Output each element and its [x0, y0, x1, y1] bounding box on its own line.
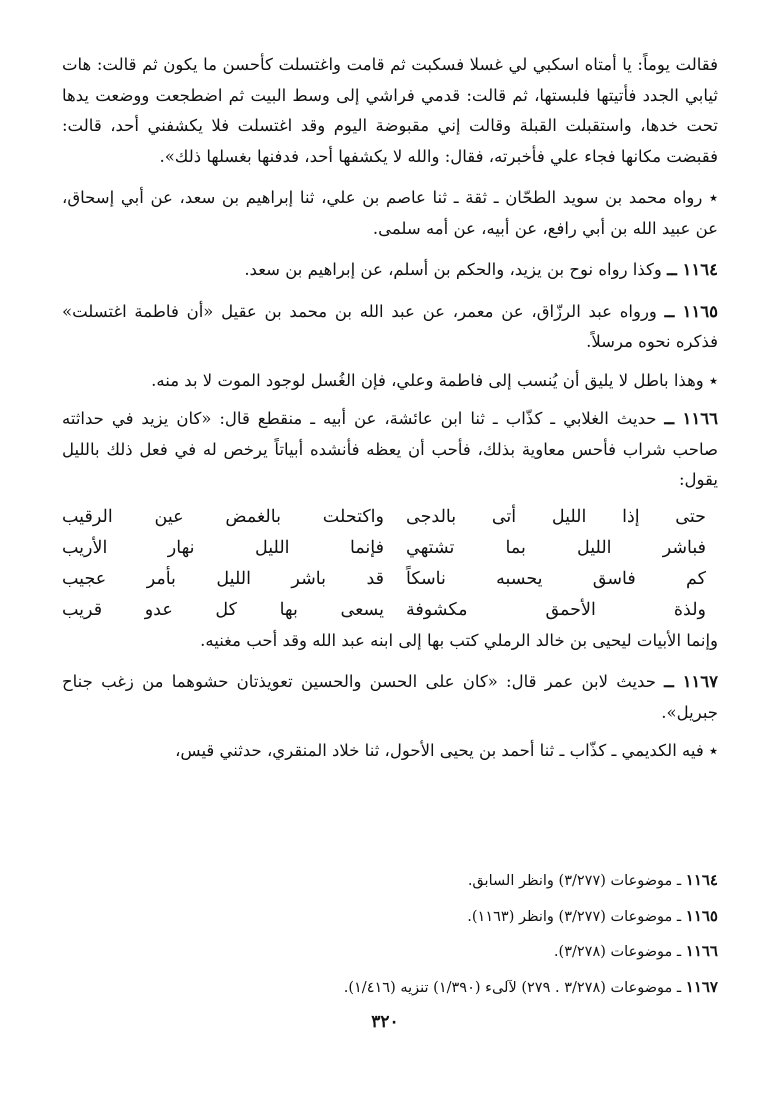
- paragraph-poem-attribution: وإنما الأبيات ليحيى بن خالد الرملي كتب بها إلى ابنه عبد الله وقد أحب مغنيه.: [200, 630, 718, 650]
- verse-second-hemistich: يسعى بها كل عدو قريب: [62, 599, 384, 620]
- paragraph-narration-chain: ٭ رواه محمد بن سويد الطحّان ـ ثقة ـ ثنا عاصم بن علي، ثنا إبراهيم بن سعد، عن أبي إسحاق، عن عبيد الله بن أبي رافع، عن أبيه، عن أمه سلمى.: [62, 188, 718, 238]
- paragraph-1164: [62, 255, 718, 286]
- footnote: [344, 863, 718, 899]
- poem-verse: [62, 564, 706, 595]
- footnote-number: ١١٦٧: [685, 977, 718, 996]
- poem-verse: [62, 502, 706, 533]
- paragraph-hadith-text: فقالت يوماً: يا أمتاه اسكبي لي غسلا فسكبت ثم قامت واغتسلت كأحسن ما يكون ثم قالت: هات ثيابي الجدد فأتيتها فلبستها، ثم قالت: قدمي فراشي إلى وسط البيت ثم اضطجعت ووضعت يدها تحت خدها، واستقبلت القبلة وقالت إني مقبوضة اليوم وقد اغتسلت فلا يكشفني أحد، قالت: فقبضت مكانها فجاء علي فأخبرته، فقال: والله لا يكشفها أحد، فدفنها بغسلها ذلك».: [62, 55, 718, 166]
- verse-second-hemistich: واكتحلت بالغمض عين الرقيب: [62, 506, 384, 527]
- entry-text: حديث الغلابي ـ كذّاب ـ ثنا ابن عائشة، عن أبيه ـ منقطع قال: «كان يزيد في حداثته صاحب شراب فأحس معاوية بذلك، فأحب أن يعظه فأنشده أبياتاً يرخص له في فعل ذلك بالليل يقول:: [62, 409, 718, 489]
- paragraph-judgement: ٭ وهذا باطل لا يليق أن يُنسب إلى فاطمة وعلي، فإن الغُسل لوجود الموت لا بد منه.: [151, 370, 718, 390]
- footnote-number: ١١٦٤: [685, 871, 718, 889]
- footnote-text: ـ موضوعات (٣/٢٧٨ . ٢٧٩) لآلىء (١/٣٩٠) تنزيه (١/٤١٦).: [343, 979, 682, 996]
- page-number: ٣٢٠: [371, 1012, 399, 1032]
- page-body: [62, 50, 718, 767]
- poem: [62, 502, 706, 626]
- footnote: [344, 970, 718, 1006]
- poem-verse: [62, 595, 706, 626]
- footnote-text: ـ موضوعات (٣/٢٧٧) وانظر (١١٦٣).: [467, 908, 682, 925]
- paragraph-narration-note: ٭ فيه الكديمي ـ كذّاب ـ ثنا أحمد بن يحيى الأحول، ثنا خلاد المنقري، حدثني قيس،: [175, 741, 718, 760]
- entry-number: ١١٦٦ ــ: [664, 409, 718, 428]
- footnote-number: ١١٦٥: [685, 906, 718, 925]
- entry-number: ١١٦٧ ــ: [664, 672, 719, 691]
- verse-first-hemistich: حتى إذا الليل أتى بالدجى: [406, 506, 706, 527]
- entry-number: ١١٦٥ ــ: [664, 301, 718, 321]
- paragraph-1165: [62, 297, 718, 358]
- footnote-text: ـ موضوعات (٣/٢٧٨).: [553, 944, 682, 960]
- paragraph-1166: [62, 404, 718, 496]
- footnote: [344, 899, 718, 935]
- verse-first-hemistich: فباشر الليل بما تشتهي: [406, 537, 706, 558]
- verse-second-hemistich: قد باشر الليل بأمر عجيب: [62, 568, 384, 589]
- paragraph-1167: [62, 667, 718, 728]
- verse-first-hemistich: كم فاسق يحسبه ناسكاً: [406, 568, 706, 589]
- footnote-number: ١١٦٦: [685, 942, 718, 960]
- entry-text: ورواه عبد الرزّاق، عن معمر، عن عبد الله بن محمد بن عقيل «أن فاطمة اغتسلت» فذكره نحوه مرسلاً.: [62, 301, 718, 351]
- footnotes: [344, 863, 718, 1005]
- entry-text: وكذا رواه نوح بن يزيد، والحكم بن أسلم، عن إبراهيم بن سعد.: [244, 260, 662, 279]
- footnote-text: ـ موضوعات (٣/٢٧٧) وانظر السابق.: [467, 873, 682, 889]
- entry-number: ١١٦٤ ــ: [667, 260, 718, 279]
- entry-text: حديث لابن عمر قال: «كان على الحسن والحسين تعويذتان حشوهما من زغب جناح جبريل».: [62, 672, 718, 722]
- verse-first-hemistich: ولذة الأحمق مكشوفة: [406, 599, 706, 620]
- poem-verse: [62, 533, 706, 564]
- footnote: [344, 934, 718, 970]
- verse-second-hemistich: فإنما الليل نهار الأريب: [62, 537, 384, 558]
